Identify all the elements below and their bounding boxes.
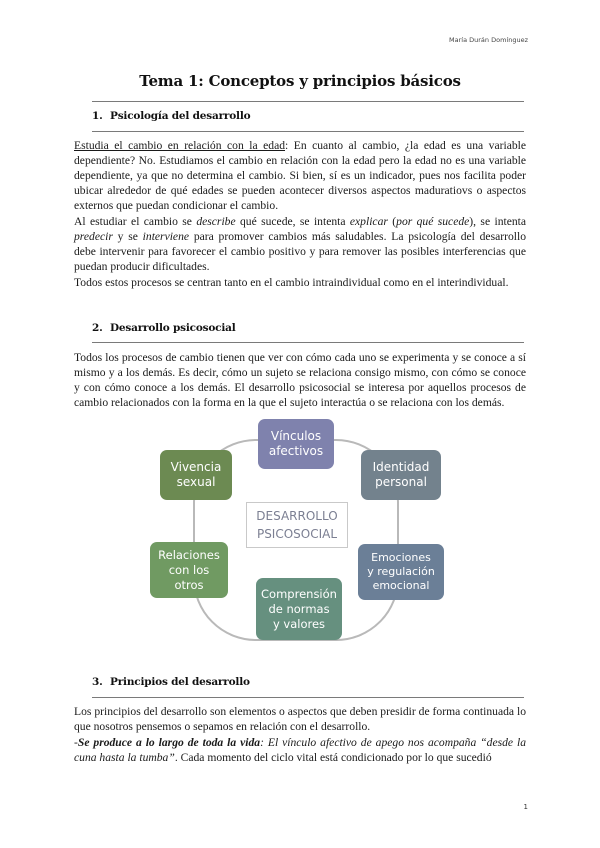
node-label: Emociones <box>371 551 431 564</box>
paragraph <box>74 138 526 213</box>
author-name: María Durán Domínguez <box>449 36 528 44</box>
page-title: Tema 1: Conceptos y principios básicos <box>139 72 461 90</box>
bold-italic-text: Se produce a lo largo de toda la vida <box>77 736 261 749</box>
emphasis: explicar <box>349 215 388 228</box>
page-number: 1 <box>523 803 528 811</box>
node-vivencia-sexual <box>160 450 232 500</box>
node-identidad-personal <box>361 450 441 500</box>
paragraph <box>74 735 526 765</box>
paragraph: Los principios del desarrollo son elementos o aspectos que deben presidir de forma continuada lo que nosotros pensemos o sepamos en relación con el desarrollo. <box>74 705 526 734</box>
section-number: 1. <box>92 110 103 122</box>
emphasis: por qué sucede <box>396 215 470 228</box>
node-label: y valores <box>272 616 326 631</box>
node-emociones <box>358 544 444 600</box>
section-number: 3. <box>92 676 103 688</box>
divider <box>92 101 524 102</box>
diagram-center <box>246 502 348 548</box>
node-label: Comprensión <box>261 586 337 601</box>
text: y se <box>112 230 143 244</box>
node-label: personal <box>375 475 427 489</box>
paragraph: Todos los procesos de cambio tienen que ver con cómo cada uno se experimenta y se conoce a sí mismo y a los demás. Es decir, cómo un sujeto se relaciona consigo mismo, con cómo se conoce y con cómo conoce a los demás. El desarrollo psicosocial se interesa por aquellos procesos de cambio relacionados con la forma en la que el sujeto interactúa o se relaciona con los demás. <box>74 351 526 410</box>
paragraph: Todos estos procesos se centran tanto en el cambio intraindividual como en el interindividual. <box>74 276 509 289</box>
node-label: de normas <box>268 601 330 616</box>
node-label: Identidad <box>372 460 430 474</box>
emphasis: : El vínculo afectivo de apego nos acompaña “desde la cuna hasta la tumba” <box>74 736 526 765</box>
node-label: con los <box>168 562 210 577</box>
node-vinculos-afectivos <box>258 419 334 469</box>
node-label: afectivos <box>268 444 324 458</box>
psychosocial-diagram <box>146 418 444 664</box>
section-heading-1 <box>92 110 250 122</box>
text: para promover cambios más saludables. La psicología del desarrollo debe intervenir para favorecer el cambio positivo y para remover las posibles interferencias que puedan producir dificultades. <box>74 230 526 274</box>
section-title: Psicología del desarrollo <box>110 110 251 122</box>
section-heading-2 <box>92 322 236 334</box>
emphasis: interviene <box>142 230 190 244</box>
divider <box>92 342 524 343</box>
text: ( <box>387 215 397 228</box>
node-label: otros <box>174 577 204 592</box>
node-label: sexual <box>176 475 216 489</box>
paragraph <box>74 214 526 274</box>
section-title: Principios del desarrollo <box>110 676 250 688</box>
divider <box>92 131 524 132</box>
text: - <box>74 736 78 749</box>
node-label: emocional <box>372 579 430 592</box>
emphasis: predecir <box>74 230 113 244</box>
section-number: 2. <box>92 322 103 334</box>
node-label: Vínculos <box>270 429 322 443</box>
section-title: Desarrollo psicosocial <box>110 322 236 334</box>
center-label: DESARROLLO <box>256 509 338 523</box>
node-comprension-normas <box>256 578 342 640</box>
node-label: Relaciones <box>158 547 220 562</box>
center-label: PSICOSOCIAL <box>256 527 338 541</box>
underlined-text: Estudia el cambio en relación con la edad <box>74 139 286 152</box>
divider <box>92 697 524 698</box>
node-label: Vivencia <box>170 460 222 474</box>
node-relaciones-otros <box>150 542 228 598</box>
node-label: y regulación <box>367 565 435 578</box>
section-heading-3 <box>92 676 250 688</box>
text: ), se intenta <box>469 215 527 228</box>
emphasis: describe <box>196 215 236 228</box>
text: : En cuanto al cambio, ¿la edad es una variable dependiente? No. Estudiamos el cambio en relación con la edad pero la edad no es una variable dependiente, ya que no determina el cambio. Si bien, sí es un indicador, pues nos facilita poder ubicar alrededor de qué edades se pueden acontecer diversos aspectos maduratiovs o aspectos externos que puedan condicionar el cambio. <box>74 139 527 213</box>
text: qué sucede, se intenta <box>235 215 350 228</box>
text: Al estudiar el cambio se <box>74 215 197 228</box>
text: . Cada momento del ciclo vital está condicionado por lo que sucedió <box>174 751 492 765</box>
